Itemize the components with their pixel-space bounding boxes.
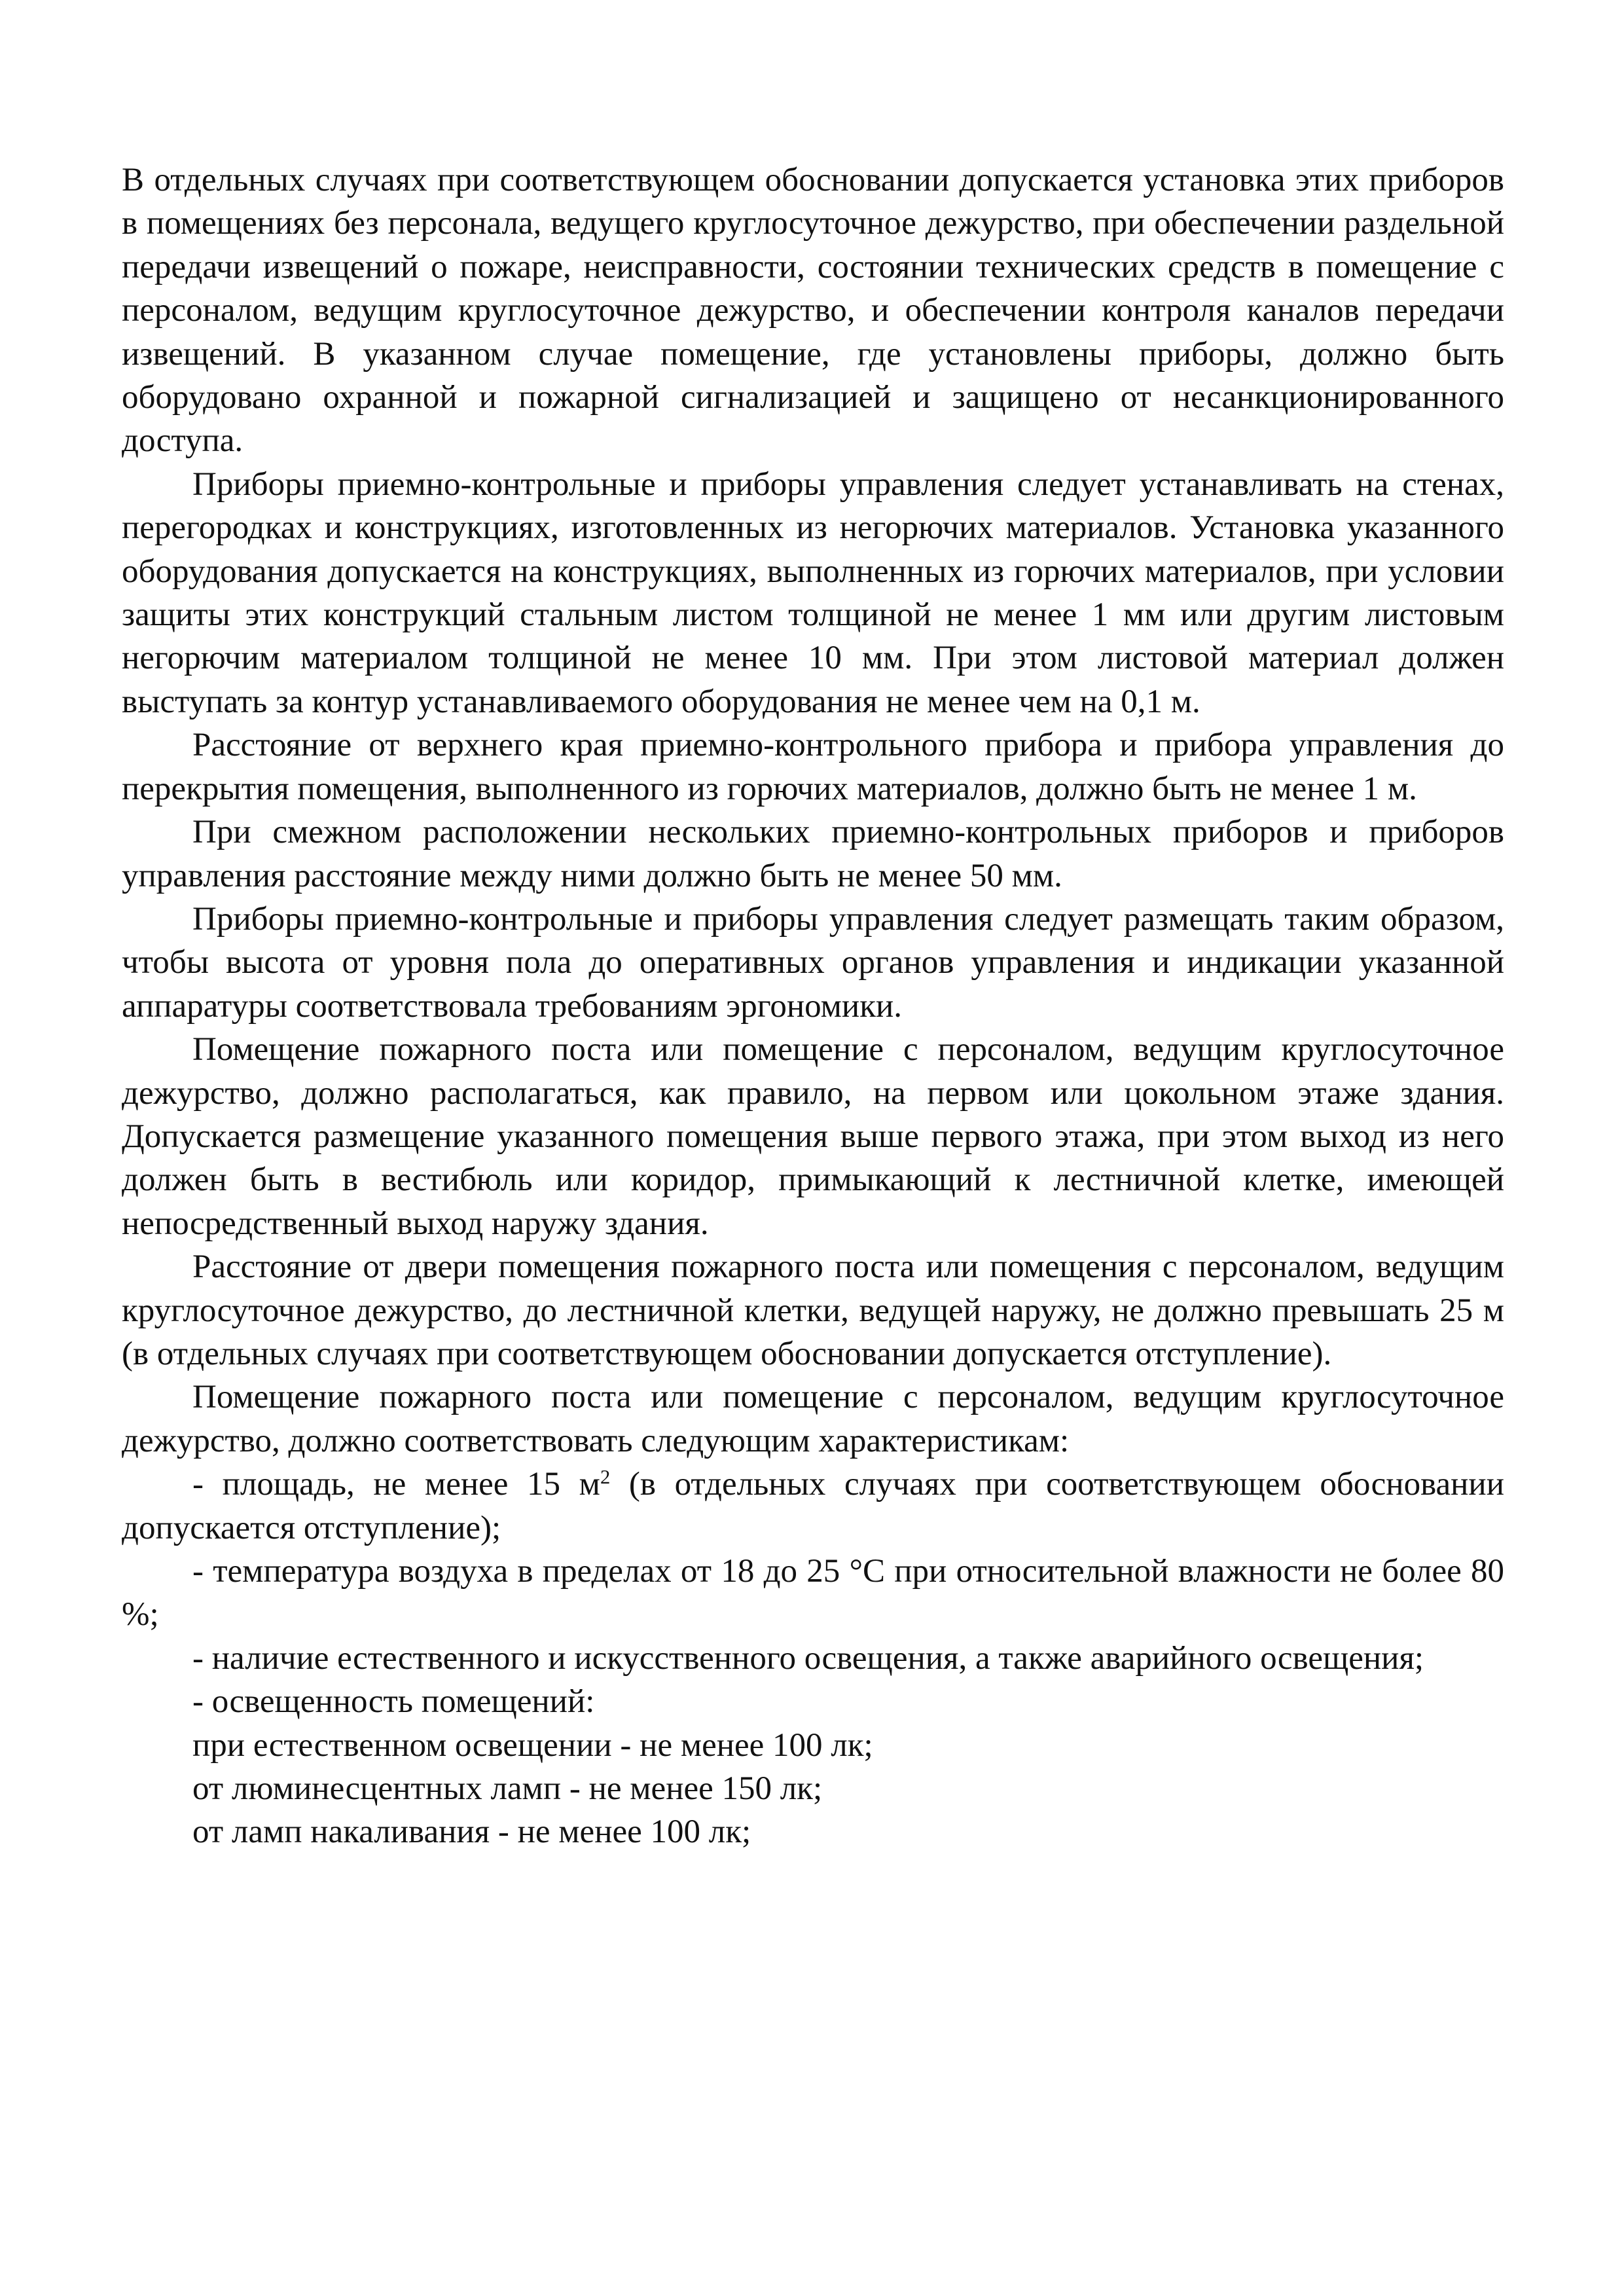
paragraph-stair-distance: Расстояние от двери помещения пожарного поста или помещения с персоналом, ведущим круглосуточное дежурство, до лестничной клетки, ведущей наружу, не должно превышать 25 м (в отдельных случаях при соответствующем обосновании допускается отступление).: [122, 1248, 1504, 1372]
paragraph-mounting-surfaces: Приборы приемно-контрольные и приборы управления следует устанавливать на стенах, перегородках и конструкциях, изготовленных из негорючих материалов. Установка указанного оборудования допускается на конструкциях, выполненных из горючих материалов, при условии защиты этих конструкций стальным листом толщиной не менее 1 мм или другим листовым негорючим материалом толщиной не менее 10 мм. При этом листовой материал должен выступать за контур устанавливаемого оборудования не менее чем на 0,1 м.: [122, 465, 1504, 720]
illuminance-natural: при естественном освещении - не менее 100 лк;: [192, 1726, 873, 1764]
paragraph-room-requirements: Помещение пожарного поста или помещение с персоналом, ведущим круглосуточное дежурство, должно соответствовать следующим характеристикам:: [122, 1379, 1504, 1459]
illuminance-fluorescent: от люминесцентных ламп - не менее 150 лк;: [192, 1770, 823, 1808]
area-text: - площадь, не менее 15 м: [192, 1466, 600, 1503]
area-text-continued: (в отдельных случаях при соответствующем обосновании допускается отступление);: [122, 1466, 1504, 1546]
list-item-area: [122, 1463, 1504, 1550]
paragraph-ergonomics: Приборы приемно-контрольные и приборы управления следует размещать таким образом, чтобы высота от уровня пола до оперативных органов управления и индикации указанной аппаратуры соответствовала требованиям эргономики.: [122, 900, 1504, 1025]
paragraph-adjacent-spacing: При смежном расположении нескольких приемно-контрольных приборов и приборов управления расстояние между ними должно быть не менее 50 мм.: [122, 814, 1504, 894]
paragraph-room-location: Помещение пожарного поста или помещение с персоналом, ведущим круглосуточное дежурство, должно располагаться, как правило, на первом или цокольном этаже здания. Допускается размещение указанного помещения выше первого этажа, при этом выход из него должен быть в вестибюль или коридор, примыкающий к лестничной клетке, имеющей непосредственный выход наружу здания.: [122, 1031, 1504, 1242]
illuminance-incandescent: от ламп накаливания - не менее 100 лк;: [192, 1813, 751, 1851]
list-item-illuminance: - освещенность помещений:: [192, 1683, 595, 1721]
list-item-temperature: - температура воздуха в пределах от 18 до 25 °С при относительной влажности не более 80 %;: [122, 1553, 1504, 1633]
document-body: [122, 158, 1504, 1854]
list-item-lighting: - наличие естественного и искусственного освещения, а также аварийного освещения;: [192, 1639, 1424, 1677]
paragraph-unattended-devices: В отдельных случаях при соответствующем обосновании допускается установка этих приборов в помещениях без персонала, ведущего круглосуточное дежурство, при обеспечении раздельной передачи извещений о пожаре, неисправности, состоянии технических средств в помещение с персоналом, ведущим круглосуточное дежурство, и обеспечении контроля каналов передачи извещений. В указанном случае помещение, где установлены приборы, должно быть оборудовано охранной и пожарной сигнализацией и защищено от несанкционированного доступа.: [122, 162, 1504, 460]
paragraph-ceiling-distance: Расстояние от верхнего края приемно-контрольного прибора и прибора управления до перекрытия помещения, выполненного из горючих материалов, должно быть не менее 1 м.: [122, 727, 1504, 807]
area-superscript: 2: [600, 1466, 611, 1489]
